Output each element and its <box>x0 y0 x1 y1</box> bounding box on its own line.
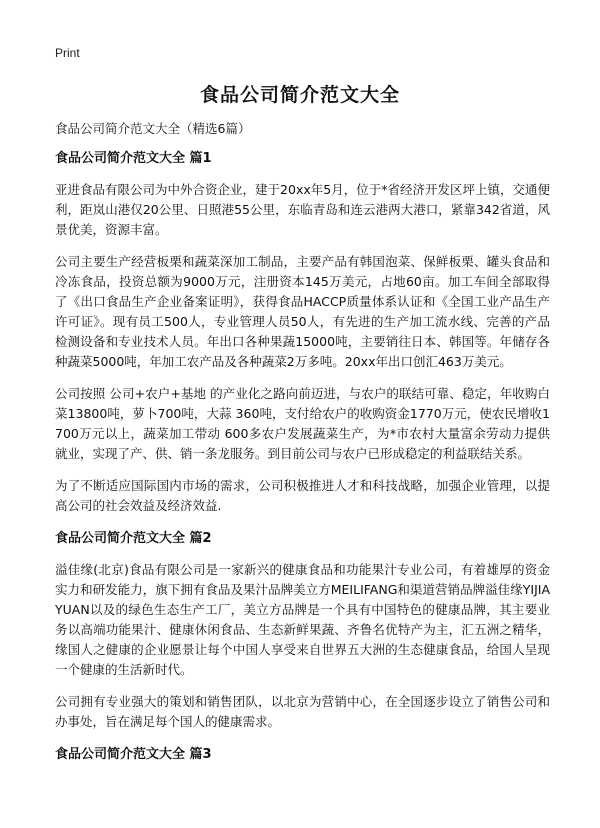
paragraph: 公司按照 公司+农户+基地 的产业化之路向前迈进，与农户的联结可靠、稳定，年收购白菜13800吨，萝卜700吨，大蒜 360吨，支付给农户的收购资金1770万元，使农民增收1700万元以上，蔬菜加工带动 600多农户发展蔬菜生产，为*市农村大量富余劳动力提供就业，实现了产、供、销一条龙服务。到目前公司与农户已形成稳定的利益联结关系。 <box>55 386 550 461</box>
section-heading-3: 食品公司简介范文大全 篇3 <box>55 747 212 762</box>
document-body <box>55 119 550 776</box>
section-heading-1: 食品公司简介范文大全 篇1 <box>55 151 212 166</box>
paragraph: 公司主要生产经营板栗和蔬菜深加工制品，主要产品有韩国泡菜、保鲜板栗、罐头食品和冷冻食品，投资总额为9000万元，注册资本145万美元，占地60亩。加工车间全部取得了《出口食品生产企业备案证明》，获得食品HACCP质量体系认证和《全国工业产品生产许可证》。现有员工500人，专业管理人员50人，有先进的生产加工流水线、完善的产品检测设备和专业技术人员。年出口各种果蔬15000吨，主要销往日本、韩国等。年储存各种蔬菜5000吨，年加工农产品及各种蔬菜2万多吨。20xx年出口创汇463万美元。 <box>55 254 550 369</box>
paragraph: 溢佳缘(北京)食品有限公司是一家新兴的健康食品和功能果汁专业公司，有着雄厚的资金实力和研发能力，旗下拥有食品及果汁品牌美立方MEILIFANG和渠道营销品牌溢佳缘YIJIAYUAN以及的绿色生态生产工厂，美立方品牌是一个具有中国特色的健康品牌，其主要业务以高端功能果汁、健康休闲食品、生态新鲜果蔬、齐鲁名优特产为主，汇五洲之精华，缘国人之健康的企业愿景让每个中国人享受来自世界五大洲的生态健康食品，给国人呈现一个健康的生活新时代。 <box>55 562 550 677</box>
paragraph: 为了不断适应国际国内市场的需求，公司积极推进人才和科技战略，加强企业管理，以提高公司的社会效益及经济效益. <box>55 478 550 513</box>
paragraph: 亚进食品有限公司为中外合资企业，建于20xx年5月，位于*省经济开发区坪上镇，交通便利，距岚山港仅20公里、日照港55公里，东临青岛和连云港两大港口，紧靠342省道，风景优美，资源丰富。 <box>55 182 550 237</box>
document-subtitle: 食品公司简介范文大全（精选6篇） <box>55 121 251 136</box>
document-title: 食品公司简介范文大全 <box>199 84 400 106</box>
print-label: Print <box>55 46 80 60</box>
section-heading-2: 食品公司简介范文大全 篇2 <box>55 531 212 546</box>
paragraph: 公司拥有专业强大的策划和销售团队，以北京为营销中心，在全国逐步设立了销售公司和办事处，旨在满足每个国人的健康需求。 <box>55 694 550 729</box>
